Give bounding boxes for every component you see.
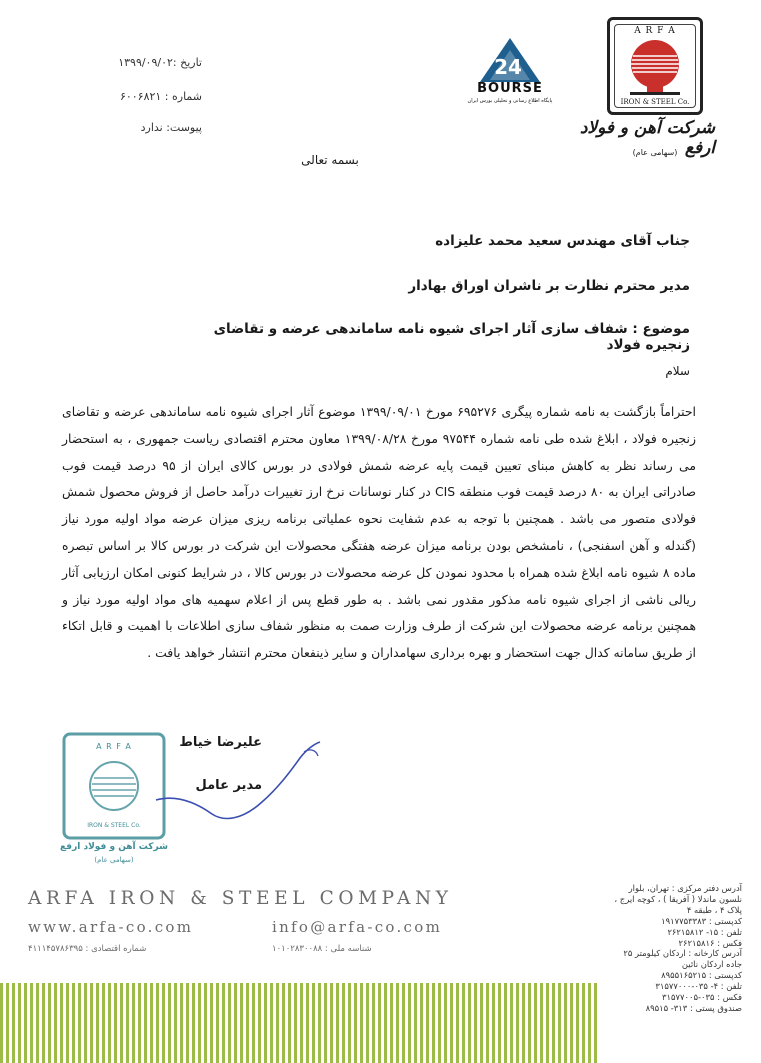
- footer-company-en: ARFA IRON & STEEL COMPANY: [28, 888, 453, 909]
- signatory-title: مدیر عامل: [195, 778, 262, 793]
- address-line: آدرس کارخانه : اردکان کیلومتر ۲۵: [623, 948, 742, 959]
- footer-email: info@arfa-co.com: [272, 918, 443, 936]
- signatory-name: علیرضا خیاط: [179, 735, 262, 750]
- arfa-logo: [607, 17, 703, 115]
- recipient-title: مدیر محترم نظارت بر ناشران اوراق بهادار: [408, 278, 690, 294]
- bourse-triangle-icon: [460, 36, 560, 86]
- letter-attachment: پیوست: ندارد: [140, 121, 202, 134]
- address-line: فکس : ۰۳۵-۳۱۵۷۷۰۰۵: [662, 992, 742, 1003]
- bourse-logo: [460, 36, 560, 108]
- address-line: کدپستی : ۸۹۵۵۱۶۵۲۱۵: [661, 970, 742, 981]
- address-line: صندوق پستی : ۳۱۳- ۸۹۵۱۵: [645, 1002, 742, 1013]
- footer-stripes: [0, 983, 600, 1063]
- letter-number: شماره : ۶۰۰۶۸۲۱: [119, 90, 202, 103]
- address-line: تلفن : ۴- ۰۳۵-۳۱۵۷۷۰۰۰: [655, 981, 742, 992]
- address-line: تلفن : ۱۵- ۲۶۲۱۵۸۱۲: [667, 926, 742, 937]
- company-name-fa: شرکت آهن و فولاد ارفع: [579, 118, 715, 158]
- address-line: جاده اردکان نائین: [681, 959, 742, 970]
- stamp-top-text: A R F A: [96, 742, 132, 751]
- address-line: پلاک ۴ ، طبقه ۴: [686, 904, 742, 915]
- footer-economic-code: شماره اقتصادی : ۴۱۱۱۴۵۷۸۶۳۹۵: [28, 944, 147, 954]
- arfa-logo-top-text: A R F A: [634, 26, 676, 36]
- footer-address: [592, 883, 742, 1014]
- stamp-type-fa: (سهامی عام): [94, 856, 134, 864]
- address-line: کدپستی : ۱۹۱۷۷۵۳۳۸۳: [661, 915, 742, 926]
- footer-national-id: شناسه ملی : ۱۰۱۰۲۸۳۰۰۸۸: [272, 944, 372, 954]
- basmala: بسمه تعالی: [301, 153, 359, 167]
- bourse-caption: پایگاه اطلاع رسانی و تحلیلی بورس ایران: [467, 98, 553, 104]
- address-line: نلسون ماندلا ( آفریقا ) ، کوچه ایرج ،: [614, 893, 742, 904]
- footer-website: www.arfa-co.com: [28, 918, 194, 936]
- bourse-wordmark: BOURSE: [477, 81, 543, 96]
- letter-date: تاریخ :۱۳۹۹/۰۹/۰۲: [118, 56, 202, 69]
- recipient-name: جناب آقای مهندس سعید محمد علیزاده: [435, 233, 690, 249]
- company-type-fa: (سهامی عام): [632, 148, 678, 157]
- address-line: آدرس دفتر مرکزی : تهران، بلوار: [628, 883, 742, 893]
- stamp-company-fa: شرکت آهن و فولاد ارفع: [60, 842, 168, 852]
- letter-body: احتراماً بازگشت به نامه شماره پیگری ۶۹۵۲۷۶ مورخ ۱۳۹۹/۰۹/۰۱ موضوع آثار اجرای شیوه نامه ساماندهی عرضه و تقاضای زنجیره فولاد ، ابلاغ شده طی نامه شماره ۹۷۵۴۴ مورخ ۱۳۹۹/۰۸/۲۸ معاون محترم اقتصادی ریاست جمهوری ، به استحضار می رساند نظر به کاهش مبنای تعیین قیمت پایه عرضه شمش فولادی در بورس کالای ایران از ۹۵ درصد قیمت فوب صادراتی ایران به ۸۰ درصد قیمت فوب منطقه CIS در کنار نوسانات نرخ ارز تغییرات درآمد حاصل از فروش محصول شمش فولادی متصور می باشد . همچنین با توجه به عدم شفایت نحوه عملیاتی برنامه ریزی میزان عرضه مواد اولیه مورد نیاز (گندله و آهن اسفنجی) ، نامشخص بودن برنامه میزان عرضه هفتگی محصولات این شرکت در بورس کالا بر اساس تبصره ماده ۸ شیوه نامه ابلاغ شده همراه با محدود نمودن کل عرضه محصولات در بورس کالا ، در شرایط کنونی امکان ارزیابی آثار ریالی ناشی از اجرای شیوه نامه مذکور مقدور نمی باشد . به طور قطع پس از اعلام سهمیه های مواد اولیه مورد نیاز و همچنین برنامه عرضه محصولات این شرکت از طرف وزارت صمت به منظور شفاف سازی اطلاعات با اهمیت و قابل اتکاء از طریق سامانه کدال جهت استحضار و بهره برداری سهامداران و سایر ذینفعان محترم انتشار خواهد یافت .: [62, 404, 697, 661]
- stamp-mid-text: IRON & STEEL Co.: [87, 822, 141, 829]
- letter-subject: موضوع : شفاف سازی آثار اجرای شیوه نامه ساماندهی عرضه و تقاضای زنجیره فولاد: [213, 321, 690, 353]
- svg-text:24: 24: [494, 55, 522, 79]
- greeting: سلام: [665, 364, 690, 378]
- arfa-logo-bottom-text: IRON & STEEL Co.: [620, 98, 690, 106]
- address-line: فکس : ۲۶۲۱۵۸۱۶: [678, 937, 742, 948]
